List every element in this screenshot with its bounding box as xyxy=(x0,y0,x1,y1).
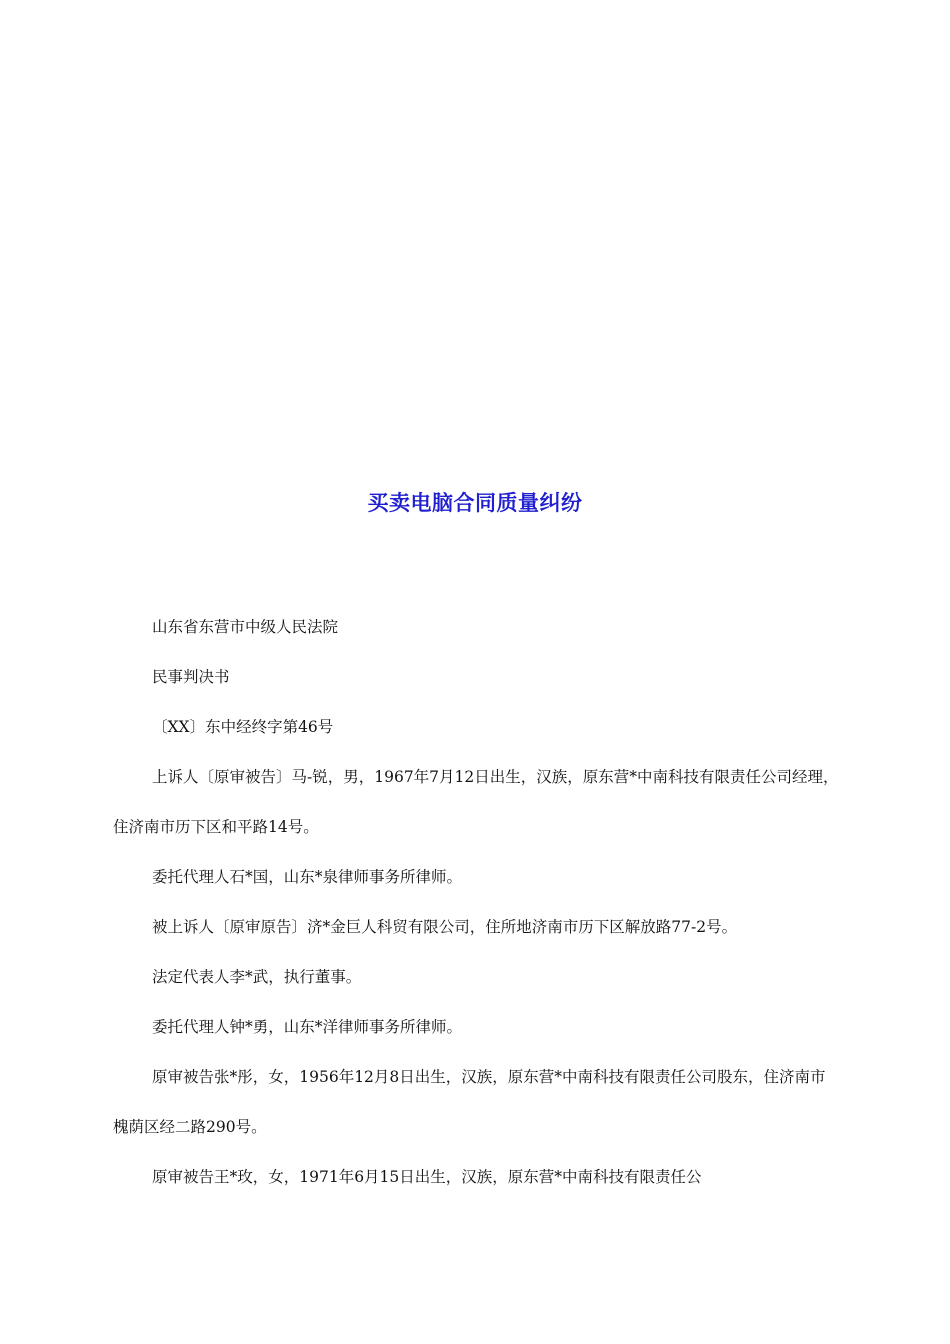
legal-representative-paragraph: 法定代表人李*武，执行董事。 xyxy=(152,968,362,986)
original-defendant-wang-paragraph: 原审被告王*玫，女，1971年6月15日出生，汉族，原东营*中南科技有限责任公 xyxy=(152,1168,702,1186)
case-number: 〔XX〕东中经终字第46号 xyxy=(152,718,334,736)
document-title: 买卖电脑合同质量纠纷 xyxy=(367,491,583,515)
appellee-paragraph: 被上诉人〔原审原告〕济*金巨人科贸有限公司，住所地济南市历下区解放路77-2号。 xyxy=(152,918,738,936)
appellant-paragraph: 上诉人〔原审被告〕马-锐，男，1967年7月12日出生，汉族，原东营*中南科技有限责任公司经理，住济南市历下区和平路14号。 xyxy=(113,768,839,836)
appellant-agent-paragraph: 委托代理人石*国，山东*泉律师事务所律师。 xyxy=(152,868,463,886)
court-name: 山东省东营市中级人民法院 xyxy=(152,618,339,636)
appellee-agent-paragraph: 委托代理人钟*勇，山东*洋律师事务所律师。 xyxy=(152,1018,463,1036)
document-body xyxy=(113,602,839,1202)
document-type: 民事判决书 xyxy=(152,668,230,686)
original-defendant-zhang-paragraph: 原审被告张*彤，女，1956年12月8日出生，汉族，原东营*中南科技有限责任公司股东，住济南市槐荫区经二路290号。 xyxy=(113,1068,826,1136)
